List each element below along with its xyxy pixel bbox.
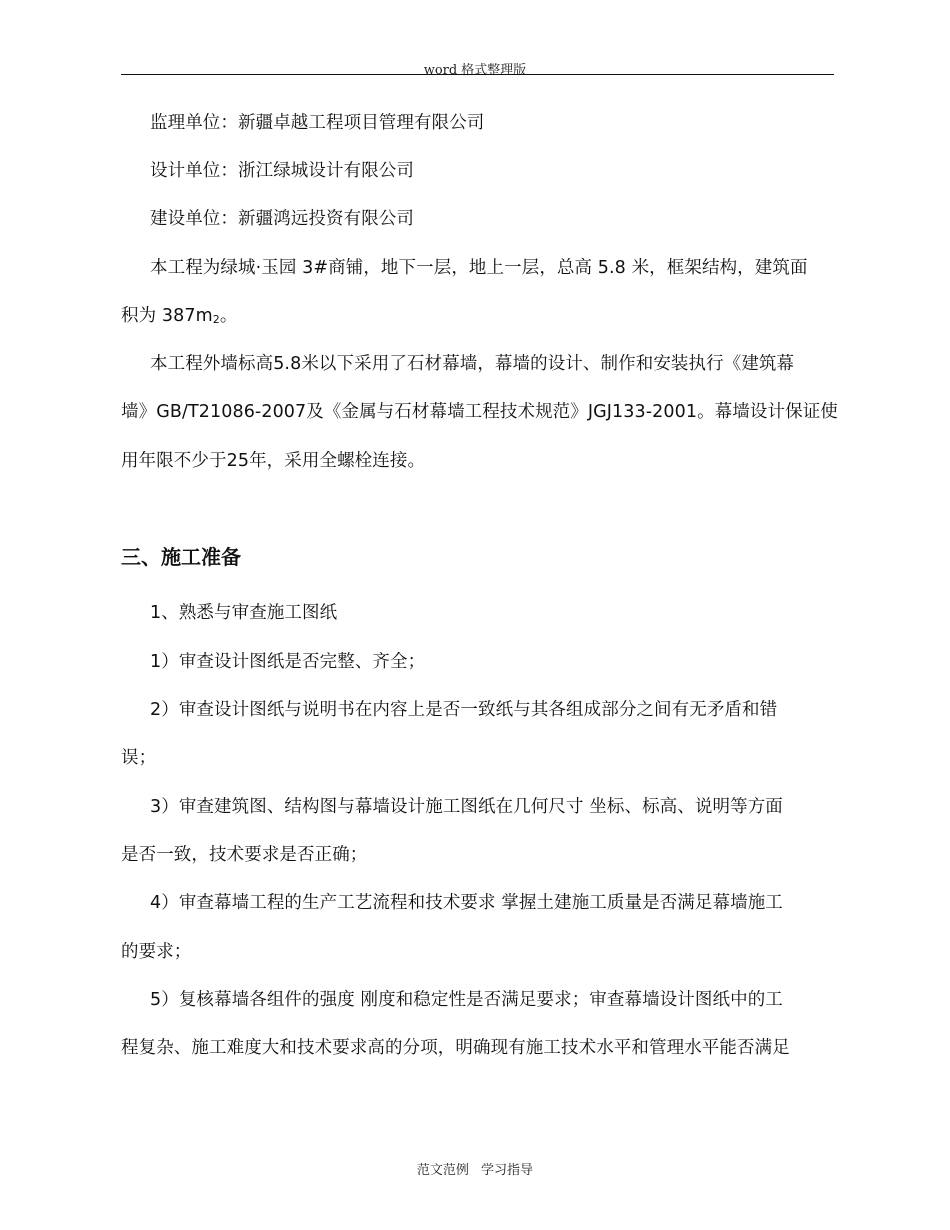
section-heading: 三、施工准备	[121, 545, 241, 569]
curtain-wall-line-2: 墙》GB/T21086-2007及《金属与石材幕墙工程技术规范》JGJ133-2001。幕墙设计保证使	[121, 402, 838, 422]
list-item: 3）审查建筑图、结构图与幕墙设计施工图纸在几何尺寸 坐标、标高、说明等方面	[150, 797, 783, 817]
area-unit-exponent: 2	[212, 313, 220, 326]
page-footer: 范文范例 学习指导	[416, 1163, 534, 1178]
page-header: word 格式整理版	[423, 63, 527, 78]
list-item: 误；	[121, 748, 157, 768]
designer-line: 设计单位：浙江绿城设计有限公司	[150, 161, 414, 181]
list-item: 2）审查设计图纸与说明书在内容上是否一致纸与其各组成部分之间有无矛盾和错	[150, 700, 778, 720]
list-item: 1、熟悉与审查施工图纸	[150, 603, 338, 623]
list-item: 的要求；	[121, 942, 192, 962]
curtain-wall-line-1: 本工程外墙标高5.8米以下采用了石材幕墙，幕墙的设计、制作和安装执行《建筑幕	[150, 354, 795, 374]
builder-line: 建设单位：新疆鸿远投资有限公司	[150, 209, 414, 229]
supervisor-line: 监理单位：新疆卓越工程项目管理有限公司	[150, 113, 485, 133]
list-item: 是否一致，技术要求是否正确；	[121, 845, 368, 865]
list-item: 1）审查设计图纸是否完整、齐全；	[150, 652, 426, 672]
area-period: 。	[219, 306, 238, 326]
header-rule	[121, 74, 834, 75]
project-overview-line-2	[121, 308, 237, 326]
area-text: 积为 387m	[121, 306, 213, 326]
list-item: 5）复核幕墙各组件的强度 刚度和稳定性是否满足要求；审查幕墙设计图纸中的工	[150, 990, 783, 1010]
list-item: 4）审查幕墙工程的生产工艺流程和技术要求 掌握土建施工质量是否满足幕墙施工	[150, 893, 783, 913]
list-item: 程复杂、施工难度大和技术要求高的分项，明确现有施工技术水平和管理水平能否满足	[121, 1038, 790, 1058]
project-overview-line-1: 本工程为绿城·玉园 3#商铺，地下一层，地上一层，总高 5.8 米，框架结构，建筑面	[150, 258, 808, 278]
curtain-wall-line-3: 用年限不少于25年，采用全螺栓连接。	[121, 451, 426, 471]
